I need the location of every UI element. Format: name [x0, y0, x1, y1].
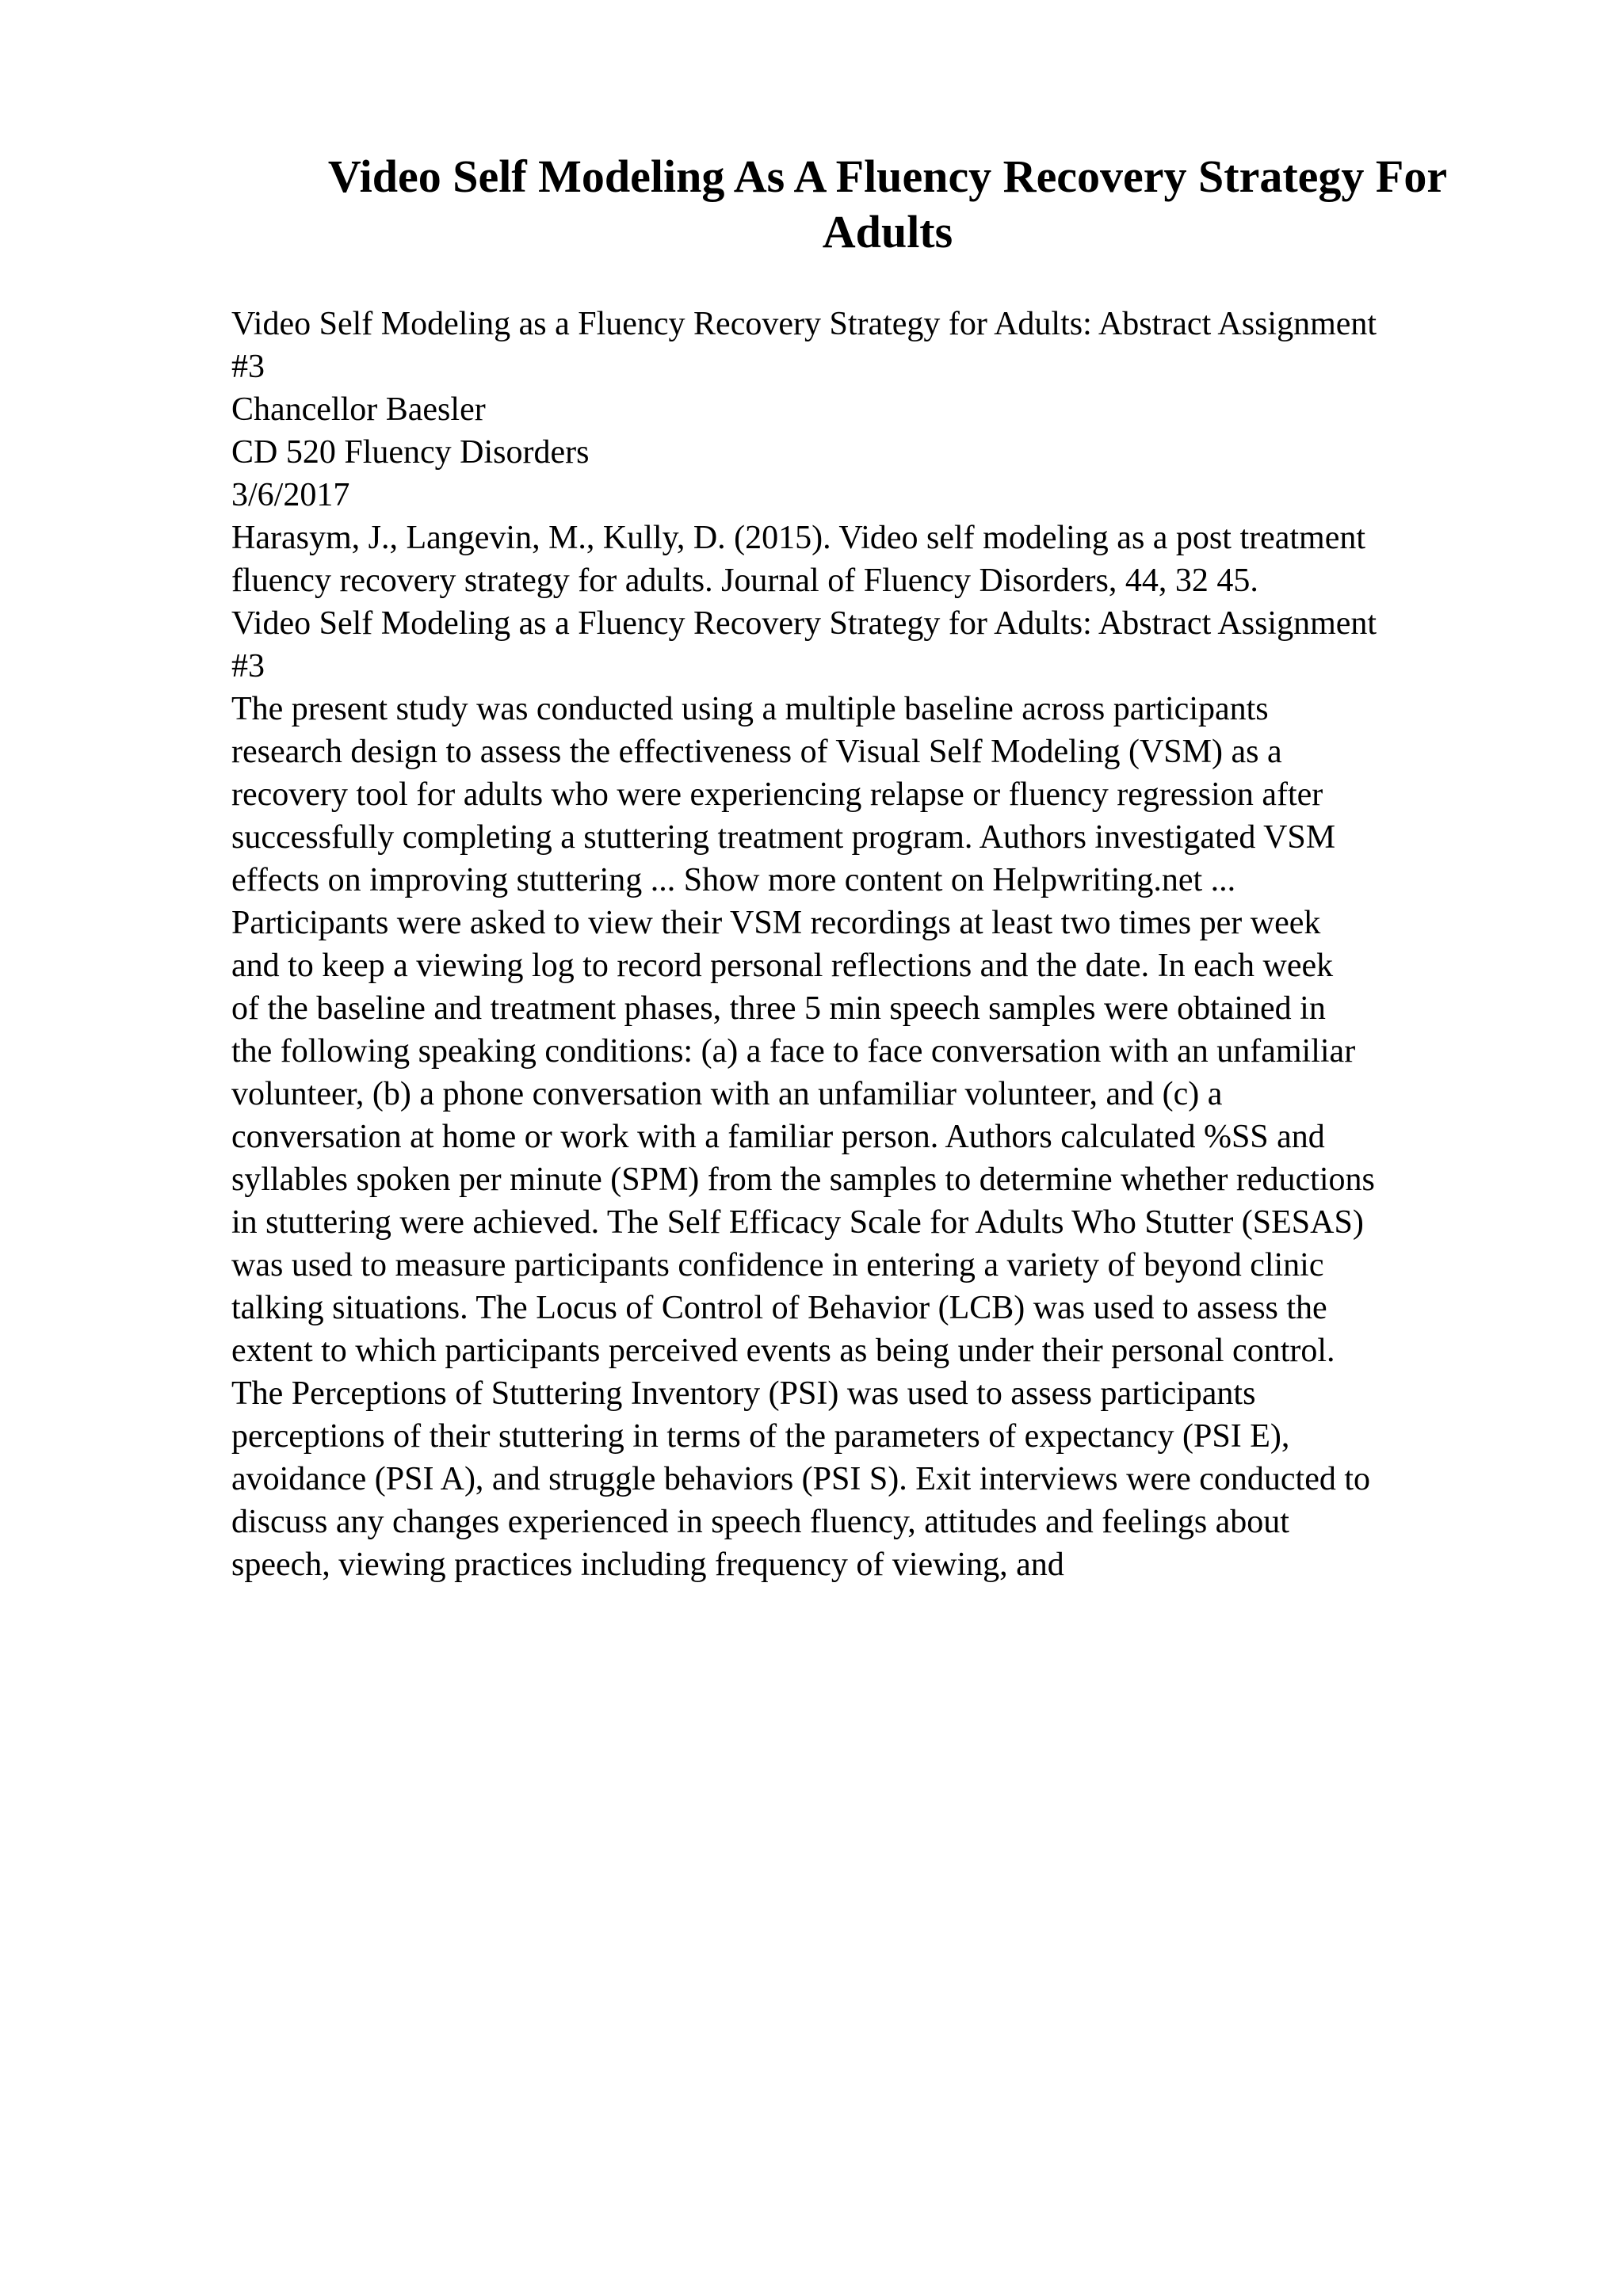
body-line: speech, viewing practices including frequency of viewing, and [231, 1547, 1064, 1583]
body-line: of the baseline and treatment phases, three 5 min speech samples were obtained in [231, 990, 1326, 1027]
body-line: The Perceptions of Stuttering Inventory (PSI) was used to assess participants [231, 1375, 1256, 1412]
author-name: Chancellor Baesler [231, 391, 486, 428]
body-line: The present study was conducted using a multiple baseline across participants [231, 691, 1269, 727]
assignment-heading-repeat: #3 [231, 648, 265, 685]
body-line: extent to which participants perceived events as being under their personal control. [231, 1333, 1335, 1369]
assignment-heading: Video Self Modeling as a Fluency Recovery Strategy for Adults: Abstract Assignment [231, 306, 1377, 342]
title-line: Video Self Modeling As A Fluency Recovery Strategy For [327, 151, 1448, 202]
body-line: was used to measure participants confidence in entering a variety of beyond clinic [231, 1247, 1324, 1283]
body-line: the following speaking conditions: (a) a face to face conversation with an unfamiliar [231, 1033, 1356, 1070]
body-line: syllables spoken per minute (SPM) from the samples to determine whether reductions [231, 1161, 1375, 1198]
body-line: successfully completing a stuttering treatment program. Authors investigated VSM [231, 819, 1336, 856]
body-line: volunteer, (b) a phone conversation with an unfamiliar volunteer, and (c) a [231, 1076, 1223, 1112]
assignment-heading-repeat: Video Self Modeling as a Fluency Recovery Strategy for Adults: Abstract Assignment [231, 605, 1377, 642]
citation-line: fluency recovery strategy for adults. Journal of Fluency Disorders, 44, 32 45. [231, 563, 1258, 599]
body-line: research design to assess the effectiveness of Visual Self Modeling (VSM) as a [231, 734, 1282, 770]
body-line: and to keep a viewing log to record personal reflections and the date. In each week [231, 948, 1334, 984]
body-line: conversation at home or work with a familiar person. Authors calculated %SS and [231, 1119, 1325, 1155]
document-body [231, 303, 1563, 1586]
course-name: CD 520 Fluency Disorders [231, 434, 590, 471]
body-line: effects on improving stuttering ... Show more content on Helpwriting.net ... [231, 862, 1236, 898]
body-line: avoidance (PSI A), and struggle behaviors (PSI S). Exit interviews were conducted to [231, 1461, 1371, 1497]
body-line: discuss any changes experienced in speech fluency, attitudes and feelings about [231, 1504, 1289, 1540]
body-line: in stuttering were achieved. The Self Efficacy Scale for Adults Who Stutter (SESAS) [231, 1204, 1364, 1241]
title-line: Adults [822, 206, 953, 257]
assignment-heading: #3 [231, 349, 265, 385]
body-line: Participants were asked to view their VSM recordings at least two times per week [231, 905, 1321, 941]
body-line: recovery tool for adults who were experiencing relapse or fluency regression after [231, 776, 1323, 813]
body-line: talking situations. The Locus of Control of Behavior (LCB) was used to assess the [231, 1290, 1327, 1326]
document-title [238, 149, 1537, 260]
body-line: perceptions of their stuttering in terms of the parameters of expectancy (PSI E), [231, 1418, 1290, 1455]
citation-line: Harasym, J., Langevin, M., Kully, D. (2015). Video self modeling as a post treatment [231, 520, 1366, 556]
document-date: 3/6/2017 [231, 477, 350, 513]
